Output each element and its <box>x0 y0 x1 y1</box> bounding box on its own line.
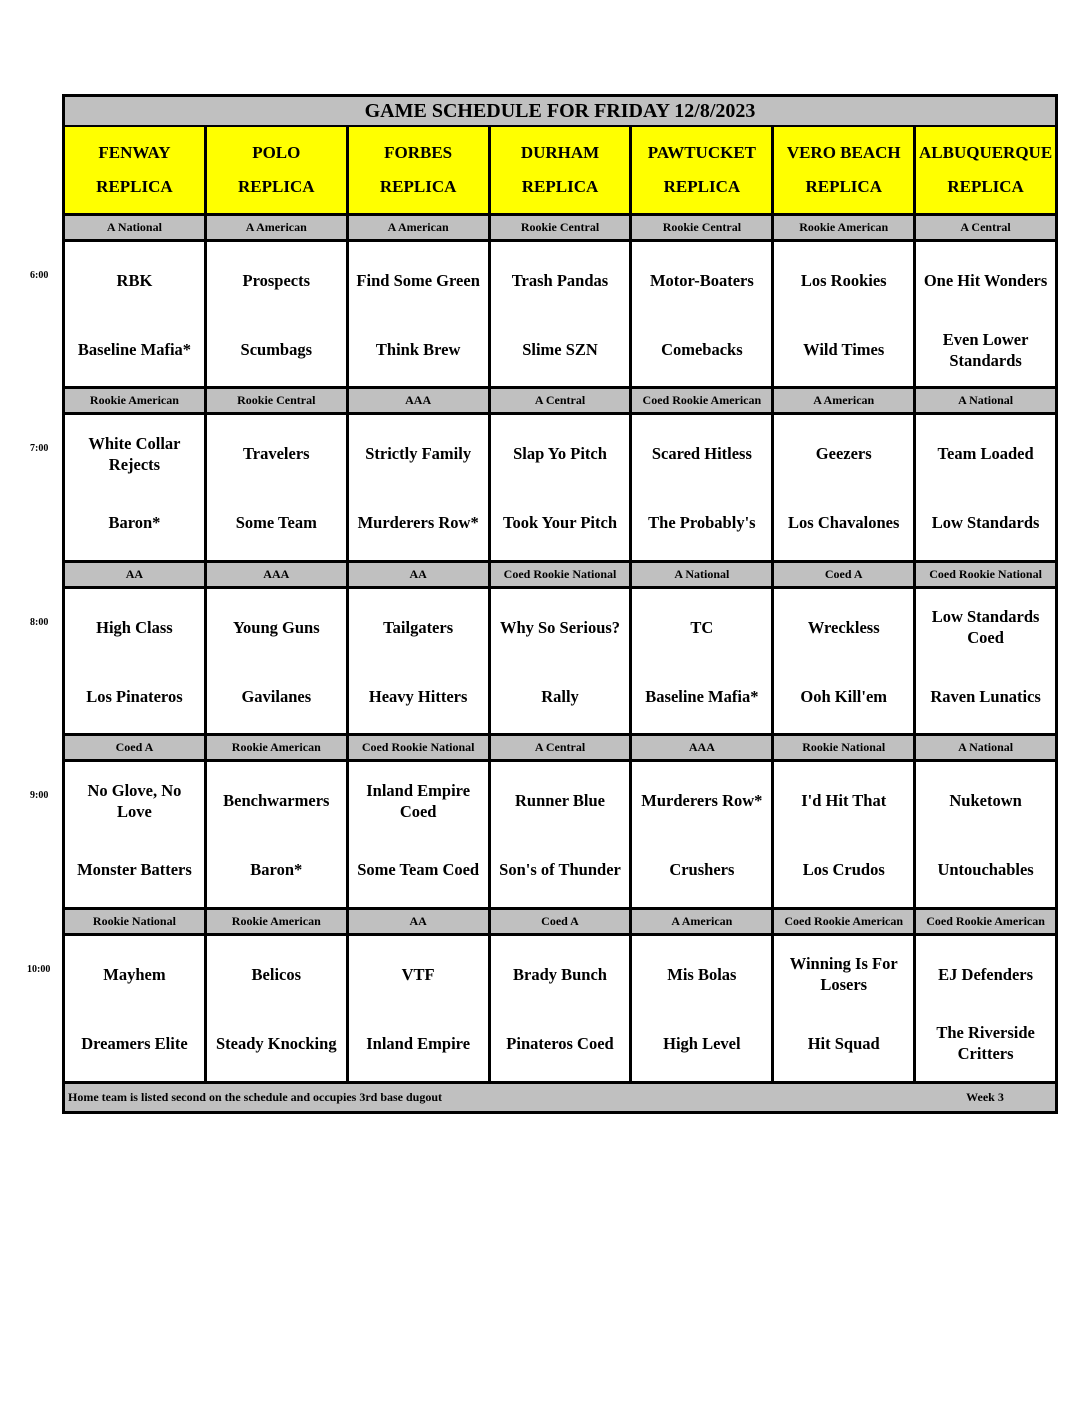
away-team: Trash Pandas <box>511 271 609 290</box>
division-label: A American <box>632 910 774 933</box>
home-team: Slime SZN <box>522 340 598 359</box>
division-label: Coed Rookie National <box>491 563 633 586</box>
game-cell <box>65 936 207 1082</box>
division-label: A Central <box>491 736 633 759</box>
division-label: Rookie American <box>207 910 349 933</box>
field-subtitle: REPLICA <box>379 177 457 196</box>
home-team: Took Your Pitch <box>503 513 618 533</box>
game-cell <box>207 242 349 388</box>
game-row <box>65 933 1055 1082</box>
game-cell <box>349 589 491 735</box>
game-cell <box>632 242 774 388</box>
game-row <box>65 412 1055 561</box>
division-label: Rookie Central <box>207 389 349 412</box>
home-team: Even Lower Standards <box>942 329 1029 370</box>
home-team: Hit Squad <box>807 1033 880 1053</box>
division-label: Coed Rookie American <box>916 910 1055 933</box>
game-cell <box>491 762 633 908</box>
time-label: 6:00 <box>30 270 49 281</box>
home-team: Murderers Row* <box>357 513 479 533</box>
away-team: Geezers <box>815 444 872 464</box>
away-team: Winning Is For Losers <box>789 954 898 995</box>
away-team: Inland Empire Coed <box>366 780 471 821</box>
away-team: Team Loaded <box>937 444 1034 464</box>
field-name: DURHAM <box>520 143 600 162</box>
time-label: 7:00 <box>30 443 49 455</box>
division-label: Coed A <box>491 910 633 933</box>
field-subtitle: REPLICA <box>96 177 173 196</box>
division-label: Rookie National <box>65 910 207 933</box>
home-team: Baseline Mafia* <box>645 686 759 706</box>
game-row <box>65 759 1055 908</box>
division-row <box>65 386 1055 412</box>
division-label: Rookie American <box>65 389 207 412</box>
game-cell <box>632 415 774 561</box>
game-cell <box>207 415 349 561</box>
division-label: A National <box>916 389 1055 412</box>
field-name: ALBUQUERQUE <box>918 143 1053 162</box>
game-cell <box>349 762 491 908</box>
time-label: 8:00 <box>30 616 49 628</box>
field-header <box>65 127 207 213</box>
away-team: VTF <box>401 964 435 984</box>
game-cell <box>207 589 349 735</box>
game-cell <box>349 415 491 561</box>
away-team: Tailgaters <box>383 617 454 637</box>
game-cell <box>65 589 207 735</box>
time-label: 10:00 <box>27 963 51 975</box>
game-cell <box>774 936 916 1082</box>
division-row <box>65 733 1055 759</box>
home-team: Untouchables <box>937 860 1034 880</box>
game-cell <box>774 415 916 561</box>
division-label: A American <box>774 389 916 412</box>
away-team: Why So Serious? <box>499 617 621 637</box>
away-team: Mis Bolas <box>667 964 737 984</box>
home-team: Scumbags <box>240 340 313 359</box>
away-team: Motor-Boaters <box>649 271 754 290</box>
away-team: EJ Defenders <box>938 964 1034 984</box>
home-team: Steady Knocking <box>216 1033 337 1053</box>
home-team: Dreamers Elite <box>81 1033 188 1053</box>
home-team: High Level <box>663 1033 741 1053</box>
game-cell <box>916 936 1055 1082</box>
field-name: FENWAY <box>98 143 171 162</box>
game-cell <box>491 589 633 735</box>
division-label: Coed A <box>65 736 207 759</box>
game-cell <box>774 242 916 388</box>
division-label: A Central <box>916 216 1055 239</box>
game-cell <box>65 242 207 388</box>
division-label: Coed A <box>774 563 916 586</box>
away-team: Low Standards Coed <box>931 607 1040 648</box>
home-team: Los Chavalones <box>788 513 900 533</box>
home-team: Comebacks <box>661 340 743 359</box>
game-cell <box>65 762 207 908</box>
away-team: Nuketown <box>949 791 1022 811</box>
division-label: AA <box>65 563 207 586</box>
division-label: A Central <box>491 389 633 412</box>
field-subtitle: REPLICA <box>805 177 882 196</box>
home-team: The Riverside Critters <box>936 1023 1035 1064</box>
away-team: No Glove, No Love <box>87 780 182 821</box>
home-team: Some Team <box>235 513 317 533</box>
home-team: Ooh Kill'em <box>800 686 888 706</box>
time-slot <box>65 560 1055 735</box>
time-slot <box>65 907 1055 1082</box>
division-label: AA <box>349 910 491 933</box>
field-name: PAWTUCKET <box>647 143 757 162</box>
week-label: Week 3 <box>966 1090 1004 1104</box>
division-label: A American <box>349 216 491 239</box>
away-team: Strictly Family <box>365 444 472 464</box>
game-cell <box>916 242 1055 388</box>
schedule-table <box>62 94 1058 1114</box>
time-label: 9:00 <box>30 790 49 802</box>
division-label: AA <box>349 563 491 586</box>
away-team: Runner Blue <box>515 791 606 811</box>
game-cell <box>632 762 774 908</box>
time-slot <box>65 386 1055 561</box>
field-name: VERO BEACH <box>786 143 901 162</box>
game-cell <box>349 936 491 1082</box>
time-slot <box>65 733 1055 908</box>
field-header-row <box>65 127 1055 213</box>
game-cell <box>491 936 633 1082</box>
home-team: The Probably's <box>648 513 756 533</box>
home-team: Rally <box>541 686 579 706</box>
game-cell <box>349 242 491 388</box>
field-header <box>916 127 1055 213</box>
away-team: Belicos <box>251 964 302 984</box>
home-team: Raven Lunatics <box>930 686 1041 706</box>
division-row <box>65 213 1055 239</box>
division-label: AAA <box>632 736 774 759</box>
game-cell <box>916 415 1055 561</box>
division-label: Rookie Central <box>491 216 633 239</box>
field-name: POLO <box>252 143 301 162</box>
field-header <box>774 127 916 213</box>
home-team: Heavy Hitters <box>368 686 468 706</box>
field-subtitle: REPLICA <box>238 177 315 196</box>
game-cell <box>207 762 349 908</box>
home-team: Gavilanes <box>241 686 312 706</box>
game-cell <box>916 589 1055 735</box>
division-row <box>65 560 1055 586</box>
away-team: Young Guns <box>232 617 320 637</box>
away-team: RBK <box>116 271 153 290</box>
away-team: Prospects <box>242 271 311 290</box>
field-header <box>349 127 491 213</box>
division-label: Rookie National <box>774 736 916 759</box>
game-cell <box>491 415 633 561</box>
division-label: Coed Rookie National <box>349 736 491 759</box>
away-team: Wreckless <box>807 617 880 637</box>
field-header <box>632 127 774 213</box>
away-team: Los Rookies <box>800 271 887 290</box>
division-label: A National <box>632 563 774 586</box>
division-row <box>65 907 1055 933</box>
away-team: Murderers Row* <box>641 791 763 811</box>
division-label: Rookie American <box>774 216 916 239</box>
away-team: Find Some Green <box>356 271 480 290</box>
schedule-footer <box>65 1081 1055 1111</box>
game-cell <box>207 936 349 1082</box>
division-label: Coed Rookie National <box>916 563 1055 586</box>
away-team: Scared Hitless <box>651 444 752 464</box>
game-cell <box>491 242 633 388</box>
away-team: TC <box>690 617 714 637</box>
division-label: Coed Rookie American <box>632 389 774 412</box>
home-team: Son's of Thunder <box>499 860 621 880</box>
home-team: Some Team Coed <box>357 860 480 880</box>
home-team: Wild Times <box>803 340 885 359</box>
away-team: Slap Yo Pitch <box>513 444 607 464</box>
game-cell <box>774 589 916 735</box>
away-team: I'd Hit That <box>801 791 887 811</box>
division-label: Coed Rookie American <box>774 910 916 933</box>
home-team: Baseline Mafia* <box>77 340 192 359</box>
time-slot <box>65 213 1055 388</box>
home-team: Monster Batters <box>77 860 192 880</box>
division-label: AAA <box>207 563 349 586</box>
division-label: A National <box>65 216 207 239</box>
home-team: Low Standards <box>931 513 1040 533</box>
home-team: Los Pinateros <box>86 686 183 706</box>
home-team: Baron* <box>108 513 161 533</box>
home-team: Baron* <box>250 860 303 880</box>
field-header <box>491 127 633 213</box>
home-team: Crushers <box>669 860 735 880</box>
away-team: One Hit Wonders <box>923 271 1048 290</box>
away-team: High Class <box>96 617 173 637</box>
division-label: Rookie American <box>207 736 349 759</box>
game-cell <box>632 589 774 735</box>
game-cell <box>65 415 207 561</box>
game-cell <box>632 936 774 1082</box>
home-team: Think Brew <box>375 340 461 359</box>
field-subtitle: REPLICA <box>663 177 741 196</box>
away-team: White Collar Rejects <box>88 433 181 474</box>
home-team: Los Crudos <box>802 860 885 880</box>
field-subtitle: REPLICA <box>521 177 599 196</box>
division-label: A National <box>916 736 1055 759</box>
division-label: Rookie Central <box>632 216 774 239</box>
away-team: Brady Bunch <box>513 964 607 984</box>
game-cell <box>774 762 916 908</box>
field-header <box>207 127 349 213</box>
game-row <box>65 239 1055 388</box>
home-team: Inland Empire <box>366 1033 471 1053</box>
away-team: Mayhem <box>103 964 166 984</box>
game-cell <box>916 762 1055 908</box>
home-team: Pinateros Coed <box>506 1033 614 1053</box>
division-label: A American <box>207 216 349 239</box>
division-label: AAA <box>349 389 491 412</box>
schedule-title: GAME SCHEDULE FOR FRIDAY 12/8/2023 <box>65 97 1055 127</box>
away-team: Benchwarmers <box>223 791 330 811</box>
footer-note: Home team is listed second on the schedule and occupies 3rd base dugout <box>68 1090 443 1104</box>
away-team: Travelers <box>242 444 310 464</box>
game-row <box>65 586 1055 735</box>
field-name: FORBES <box>384 143 453 162</box>
field-subtitle: REPLICA <box>947 177 1024 196</box>
